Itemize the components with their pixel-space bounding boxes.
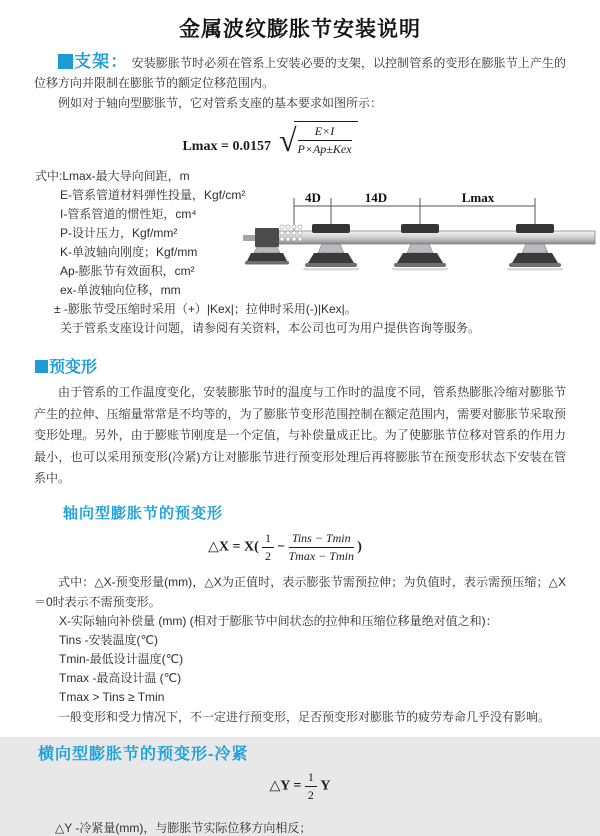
one-half-fraction: $\frac{1}{2}$ <box>305 770 317 803</box>
temperature-fraction: $\frac{\text{Tins − Tmin}}{Tmax - Tmin}$ <box>288 530 354 563</box>
support-example-text: 例如对于轴向型膨胀节，它对管系支座的基本要求如图所示： <box>58 96 383 110</box>
temp-definition-line: Tmax -最高设计温 (℃) <box>59 670 182 685</box>
temp-definition-line: Tins -安装温度(℃) <box>59 632 159 647</box>
y-definition-line: △Y -冷紧量(mm)，与膨胀节实际位移方向相反； <box>55 820 312 835</box>
section-bullet-icon <box>58 54 73 69</box>
formula-prefix: △Y = <box>269 778 302 794</box>
formula-denominator: P×Ap±Kex <box>297 142 352 156</box>
axial-predeform-heading: 轴向型膨胀节的预变形 <box>63 504 224 522</box>
definition-line: I-管系管道的惯性矩，cm⁴ <box>60 207 197 221</box>
formula-suffix: Y <box>320 778 331 794</box>
section-bullet-icon <box>35 360 48 373</box>
definition-line: P-设计压力，Kgf/mm² <box>60 226 178 240</box>
definition-line: K-单波轴向刚度；Kgf/mm <box>60 245 198 259</box>
formula-lhs: Lmax = 0.0157 <box>182 139 271 154</box>
definition-line: ex-单波轴向位移，mm <box>60 283 181 297</box>
predeform-heading-label: 预变形 <box>49 359 98 376</box>
one-half-fraction: $\frac{1}{2}$ <box>262 531 274 564</box>
dim-label-lmax: Lmax <box>461 190 495 205</box>
x-definition-line: X-实际轴向补偿量 (mm) (相对于膨胀节中间状态的拉伸和压缩位移量绝对值之和)： <box>59 613 498 628</box>
dim-label-14d: 14D <box>364 190 388 205</box>
definition-line: 关于管系支座设计问题，请参阅有关资料，本公司也可为用户提供咨询等服务。 <box>60 321 481 335</box>
temp-definition-line: Tmin-最低设计温度(℃) <box>59 651 184 666</box>
support-section-heading: 支架： <box>74 52 129 71</box>
formula-numerator: E×I <box>298 124 352 141</box>
axial-explain-text: 式中：△X-预变形量(mm)，△X为正值时，表示膨张节需预拉伸；为负值时，表示需预压缩；△X＝0时表示不需预变形。 <box>34 574 566 609</box>
formula-prefix: △X = X( <box>208 538 259 554</box>
minus-sign: − <box>277 538 286 554</box>
definition-line: 式中:Lmax-最大导向间距，m <box>35 169 190 183</box>
dim-label-4d: 4D <box>305 190 321 205</box>
temp-inequality-line: Tmax > Tins ≥ Tmin <box>59 689 165 704</box>
sqrt-expression <box>279 121 358 157</box>
predeform-section-heading <box>35 354 600 377</box>
predeform-body-text: 由于管系的工作温度变化，安装膨胀节时的温度与工作时的温度不同，管系热膨胀冷缩对膨胀节产生的拉伸、压缩量常常是不均等的，为了膨胀节变形范围控制在额定范围内，需要对膨胀节采取预变形处理。另外，由于膨账节刚度是一个定值，与补偿量成正比。为了使膨胀节位移对管系的作用力最小，也可以采用预变形(冷紧)方让对膨胀节进行预变形处理后再将膨胀节在预变形状态下安装在管系中。 <box>34 385 566 485</box>
radical-sign: √ <box>278 122 297 158</box>
formula-suffix: ) <box>357 538 362 554</box>
axial-note-text: 一般变形和受力情况下，不一定进行预变形，足否预变形对膨胀节的疲劳寿命几乎没有影响。 <box>58 709 551 724</box>
pipe-support-diagram <box>243 189 595 285</box>
support-intro-text: 安装膨胀节时必须在管系上安装必要的支架，以控制管系的变形在膨胀节上产生的位移方向并限制在膨胀节的额定位移范围内。 <box>34 56 566 90</box>
lateral-predeform-heading: 横向型膨胀节的预变形-冷紧 <box>38 745 249 763</box>
pipe-support-diagram-svg <box>243 189 595 285</box>
guide-spacing-formula <box>0 121 540 157</box>
definition-line: ± -膨胀节受压缩时采用（+）|Kex|；拉伸时采用(-)|Kex|。 <box>54 302 357 316</box>
definition-line: Ap-膨胀节有效面积，cm² <box>60 264 195 278</box>
lateral-predeform-formula <box>0 770 600 803</box>
definition-line: E-管系管道材料弹性投量，Kgf/cm² <box>60 188 246 202</box>
page-title: 金属波纹膨胀节安装说明 <box>179 18 421 41</box>
axial-predeform-formula <box>0 531 570 564</box>
support-paragraph <box>34 52 566 93</box>
